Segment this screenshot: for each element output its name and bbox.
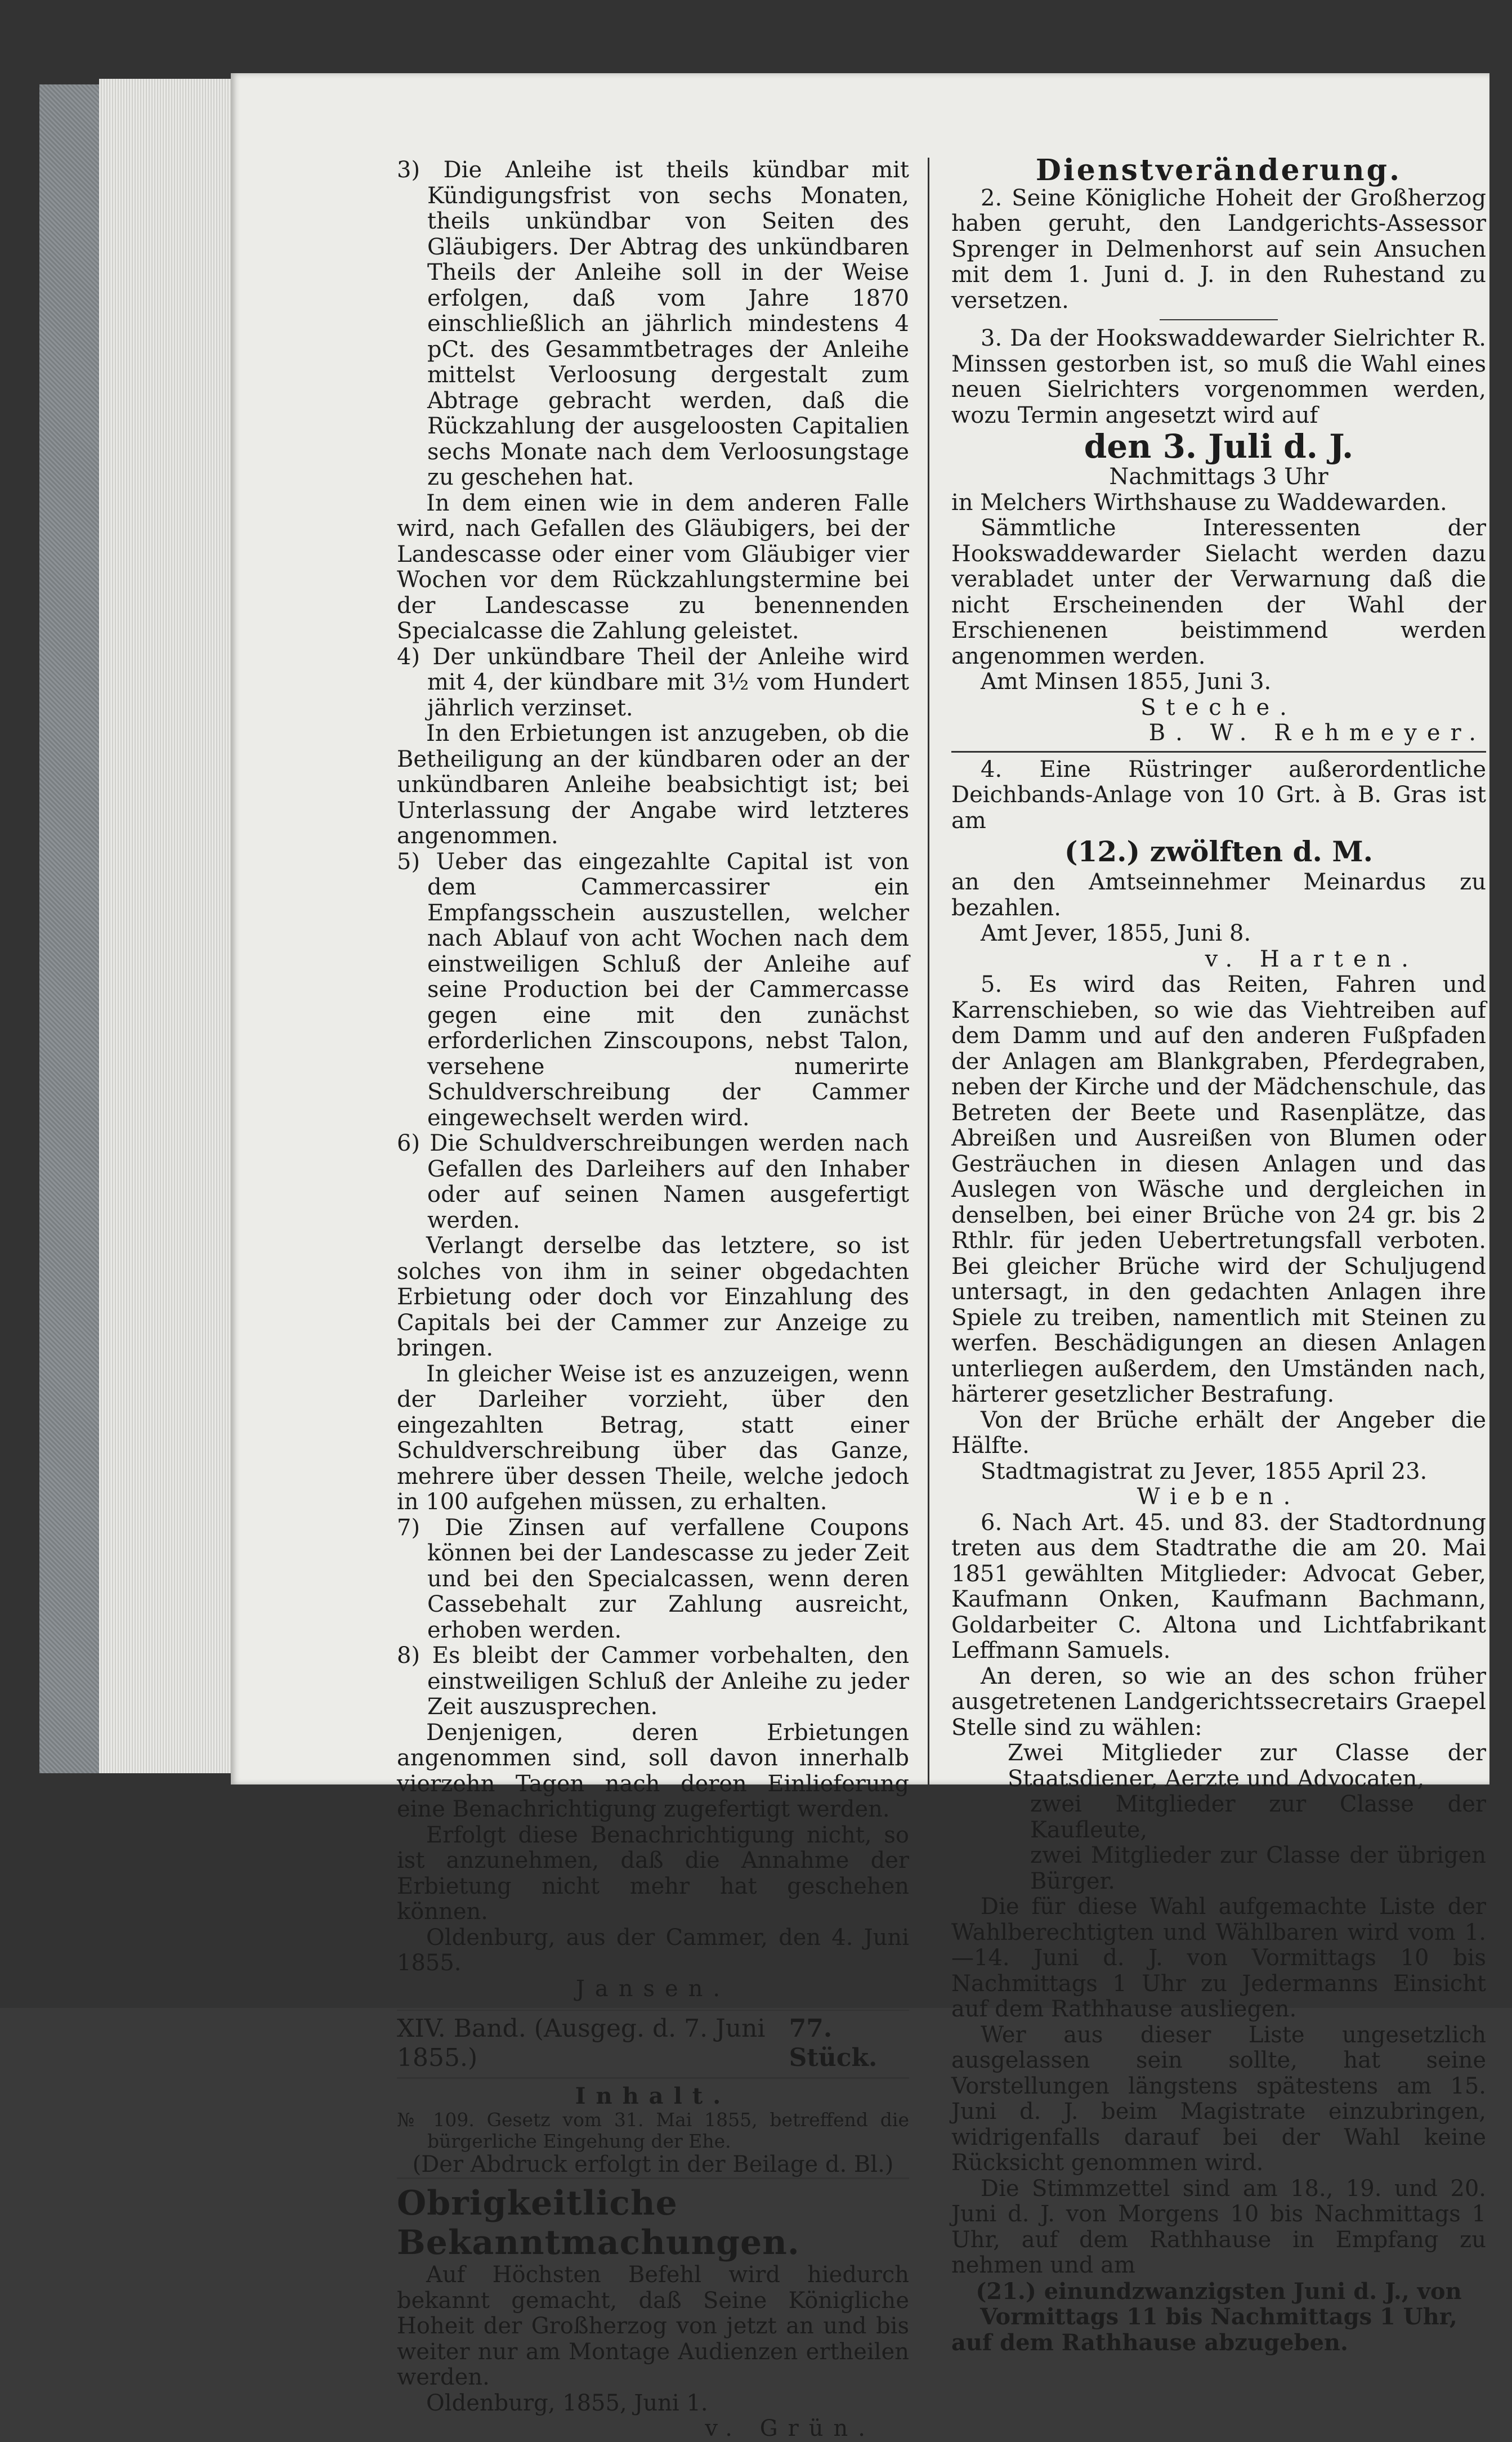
inhalt-heading: Inhalt. <box>575 2083 731 2109</box>
notice-3-office: Amt Minsen 1855, Juni 3. <box>981 669 1272 695</box>
notice-6-c: Die für diese Wahl aufgemachte Liste der Wahlberechtigten und Wählbaren wird vom 1.—14. Juni d. J. von Vormittags 10 bis Nachmittags 1 Uhr zu Jedermanns Einsicht auf dem Rathhause ausliegen. <box>951 1894 1486 2022</box>
notice-6-list-2: zwei Mitglieder zur Classe der Kaufleute, <box>1030 1791 1486 1843</box>
band-line <box>397 2014 909 2073</box>
section-heading: Dienstveränderung. <box>1035 153 1402 187</box>
notice-4: 4. Eine Rüstringer außerordentliche Deichbands-Anlage von 10 Grt. à B. Gras ist am <box>951 756 1486 834</box>
notice-3-text: Sämmtliche Interessenten der Hookswaddewarder Sielacht werden dazu verabladet unter der Verwarnung daß die nicht Erscheinenden der Wahl der Erschienenen beistimmend werden angenommen werden. <box>951 515 1486 669</box>
notice-6-f: (21.) einundzwanzigsten Juni d. J., von Vormittags 11 bis Nachmittags 1 Uhr, <box>976 2278 1462 2330</box>
notice-4-office: Amt Jever, 1855, Juni 8. <box>981 920 1251 946</box>
clause-8: 8) Es bleibt der Cammer vorbehalten, den einstweiligen Schluß der Anleihe zu jeder Zeit auszusprechen. <box>397 1643 909 1720</box>
clause-7: 7) Die Zinsen auf verfallene Coupons können bei der Landescasse zu jeder Zeit und bei den Specialcassen, wenn deren Cassebehalt zur Zahlung ausreicht, erhoben werden. <box>397 1514 909 1643</box>
notice-4-date: (12.) zwölften d. M. <box>1064 835 1374 868</box>
clause-3-para: In dem einen wie in dem anderen Falle wird, nach Gefallen des Gläubigers, bei der Landescasse oder einer vom Gläubiger vier Wochen vor dem Rückzahlungstermine bei der Landescasse zu benennenden Specialcasse die Zahlung geleistet. <box>397 490 909 644</box>
clause-3: 3) Die Anleihe ist theils kündbar mit Kündigungsfrist von sechs Monaten, theils unkündbar von Seiten des Gläubigers. Der Abtrag des unkündbaren Theils der Anleihe soll in der Weise erfolgen, daß vom Jahre 1870 einschließlich an jährlich mindestens 4 pCt. des Gesammtbetrages der Anleihe mittelst Verloosung dergestalt zum Abtrage gebracht werden, daß die Rückzahlung der ausgeloosten Capitalien sechs Monate nach dem Verloosungstage zu geschehen hat. <box>397 157 909 490</box>
notice-3-signature-b: B. W. Rehmeyer. <box>1148 720 1486 746</box>
column-divider <box>928 158 929 1813</box>
section-heading: Obrigkeitliche Bekanntmachungen. <box>397 2177 909 2262</box>
divider <box>951 751 1486 753</box>
clause-4: 4) Der unkündbare Theil der Anleihe wird mit 4, der kündbare mit 3½ vom Hundert jährlich verzinset. <box>397 643 909 721</box>
notice-3-time: Nachmittags 3 Uhr <box>1109 464 1328 490</box>
inhalt-entry: № 109. Gesetz vom 31. Mai 1855, betreffend die bürgerliche Eingehung der Ehe. <box>397 2108 909 2152</box>
clause-8-para-a: Denjenigen, deren Erbietungen angenommen sind, soll davon innerhalb vierzehn Tagen nach deren Einlieferung eine Benachrichtigung zugefertigt werden. <box>397 1719 909 1822</box>
notice-5-place: Stadtmagistrat zu Jever, 1855 April 23. <box>981 1458 1428 1484</box>
clause-6-para-a: Verlangt derselbe das letztere, so ist solches von ihm in seiner obgedachten Erbietung oder doch vor Einzahlung des Capitals bei der Cammer zur Anzeige zu bringen. <box>397 1233 909 1361</box>
announcement-place: Oldenburg, 1855, Juni 1. <box>426 2390 708 2416</box>
clause-6: 6) Die Schuldverschreibungen werden nach Gefallen des Darleihers auf den Inhaber oder auf seinen Namen ausgefertigt werden. <box>397 1130 909 1233</box>
notice-6-e: Die Stimmzettel sind am 18., 19. und 20. Juni d. J. von Morgens 10 bis Nachmittags 1 Uhr, auf dem Rathhause in Empfang zu nehmen und am <box>951 2175 1486 2278</box>
book-cover-edge <box>39 84 105 1773</box>
page-stack-edge <box>99 79 234 1773</box>
notice-6-d: Wer aus dieser Liste ungesetzlich ausgelassen sein sollte, hat seine Vorstellungen längstens spätestens am 15. Juni d. J. beim Magistrate einzubringen, widrigenfalls darauf bei der Wahl keine Rücksicht genommen wird. <box>951 2021 1486 2176</box>
band-rule <box>397 2004 909 2011</box>
band-rule-bottom <box>397 2077 909 2079</box>
clause-8-para-b: Erfolgt diese Benachrichtigung nicht, so ist anzunehmen, daß die Annahme der Erbietung nicht mehr hat geschehen können. <box>397 1822 909 1925</box>
right-column <box>951 153 1486 2356</box>
band-info: XIV. Band. (Ausgeg. d. 7. Juni 1855.) <box>397 2014 766 2072</box>
notice-4-text: an den Amtseinnehmer Meinardus zu bezahlen. <box>951 869 1486 921</box>
notice-3: 3. Da der Hookswaddewarder Sielrichter R. Minssen gestorben ist, so muß die Wahl eines neuen Sielrichters vorgenommen werden, wozu Termin angesetzt wird auf <box>951 325 1486 428</box>
closing-place: Oldenburg, aus der Cammer, den 4. Juni 1855. <box>397 1924 909 1976</box>
notice-6: 6. Nach Art. 45. und 83. der Stadtordnung treten aus dem Stadtrathe die am 20. Mai 1851 gewählten Mitglieder: Advocat Geber, Kaufmann Onken, Kaufmann Bachmann, Goldarbeiter C. Altona und Lichtfabrikant Leffmann Samuels. <box>951 1509 1486 1663</box>
clause-4-para: In den Erbietungen ist anzugeben, ob die Betheiligung an der kündbaren oder an der unkündbaren Anleihe beabsichtigt ist; bei Unterlassung der Angabe wird letzteres angenommen. <box>397 721 909 849</box>
notice-5: 5. Es wird das Reiten, Fahren und Karrenschieben, so wie das Viehtreiben auf dem Damm und auf den anderen Fußpfaden der Anlagen am Blankgraben, Pferdegraben, neben der Kirche und der Mädchenschule, das Betreten der Beete und Rasenplätze, das Abreißen und Ausreißen von Blumen oder Gesträuchen in diesen Anlagen und das Auslegen von Wäsche und dergleichen in denselben, bei einer Brüche von 24 gr. bis 2 Rthlr. für jeden Uebertretungsfall verboten. Bei gleicher Brüche wird der Schuljugend untersagt, in den gedachten Anlagen ihre Spiele zu treiben, namentlich mit Steinen zu werfen. Beschädigungen an diesen Anlagen unterliegen außerdem, den Umständen nach, härterer gesetzlicher Bestrafung. <box>951 972 1486 1407</box>
notice-6-list-3: zwei Mitglieder zur Classe der übrigen Bürger. <box>1030 1842 1486 1894</box>
left-column <box>397 158 909 2442</box>
closing-signature: Jansen. <box>575 1975 731 2002</box>
notice-3-signature-a: Steche. <box>1140 694 1297 721</box>
notice-5-b: Von der Brüche erhält der Angeber die Hälfte. <box>951 1407 1486 1459</box>
announcement-signature: v. Grün. <box>705 2416 875 2441</box>
notice-3-place: in Melchers Wirthshause zu Waddewarden. <box>951 489 1447 516</box>
notice-5-signature: Wieben. <box>1137 1484 1301 1510</box>
notice-6-g: auf dem Rathhause abzugeben. <box>951 2329 1348 2356</box>
notice-4-signature: v. Harten. <box>1205 946 1419 972</box>
notice-3-date: den 3. Juli d. J. <box>1084 427 1354 466</box>
announcement-text: Auf Höchsten Befehl wird hiedurch bekannt gemacht, daß Seine Königliche Hoheit der Großherzog von jetzt an und bis weiter nur am Montage Audienzen ertheilen werden. <box>397 2262 909 2390</box>
notice-6-b: An deren, so wie an des schon früher ausgetretenen Landgerichtssecretairs Graepel Stelle sind zu wählen: <box>951 1663 1486 1741</box>
divider <box>1160 319 1278 320</box>
band-issue: 77. Stück. <box>789 2014 878 2072</box>
clause-6-para-b: In gleicher Weise ist es anzuzeigen, wenn der Darleiher vorzieht, über den eingezahlten Betrag, statt einer Schuldverschreibung über das Ganze, mehrere über dessen Theile, welche jedoch in 100 aufgehen müssen, zu erhalten. <box>397 1361 909 1515</box>
clause-5: 5) Ueber das eingezahlte Capital ist von dem Cammercassirer ein Empfangsschein auszustellen, welcher nach Ablauf von acht Wochen nach dem einstweiligen Schluß der Anleihe auf seine Production bei der Cammercasse gegen eine mit den zunächst erforderlichen Zinscoupons, nebst Talon, versehene numerirte Schuldverschreibung der Cammer eingewechselt werden wird. <box>397 848 909 1131</box>
inhalt-note: (Der Abdruck erfolgt in der Beilage d. Bl.) <box>412 2151 894 2177</box>
notice-6-list-1: Zwei Mitglieder zur Classe der Staatsdiener, Aerzte und Advocaten, <box>1008 1740 1486 1792</box>
notice-2: 2. Seine Königliche Hoheit der Großherzog haben geruht, den Landgerichts-Assessor Sprenger in Delmenhorst auf sein Ansuchen mit dem 1. Juni d. J. in den Ruhestand zu versetzen. <box>951 185 1486 314</box>
